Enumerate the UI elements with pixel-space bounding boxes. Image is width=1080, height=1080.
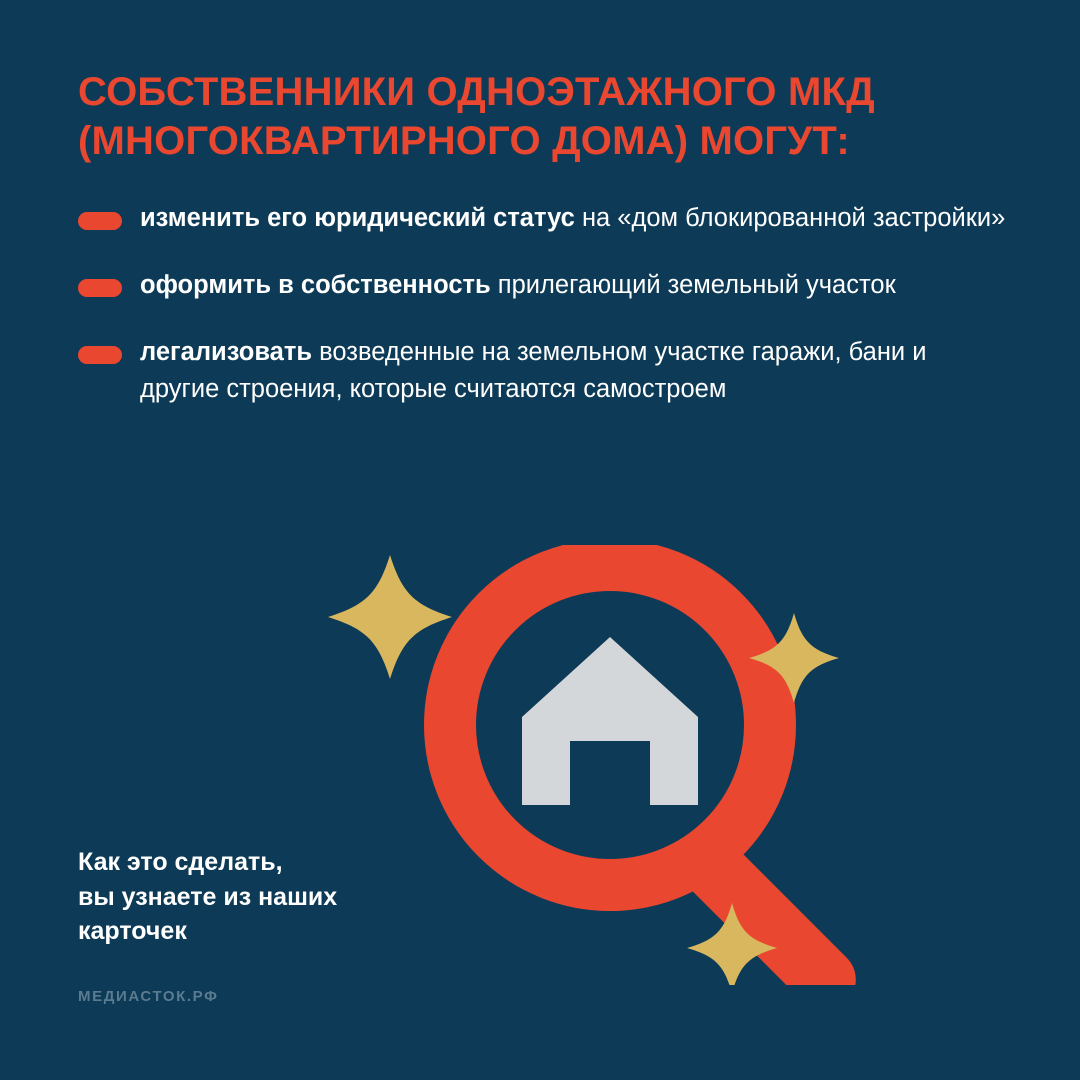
list-item-rest: возведенные на земельном участке гаражи, бани и другие строения, которые считаются самостроем — [140, 337, 927, 403]
list-item-highlight: изменить его юридический статус — [140, 204, 575, 232]
sparkle-icon — [328, 555, 452, 679]
dash-bullet-icon — [78, 212, 122, 230]
title-line-1: СОБСТВЕННИКИ ОДНОЭТАЖНОГО МКД — [78, 70, 875, 114]
house-icon — [522, 637, 698, 805]
list-item — [78, 334, 1008, 408]
footer-note — [78, 845, 478, 949]
dash-bullet-icon — [78, 346, 122, 364]
page-title — [78, 68, 1018, 166]
title-line-2: (МНОГОКВАРТИРНОГО ДОМА) МОГУТ: — [78, 118, 850, 163]
footer-note-line-3: карточек — [78, 917, 187, 945]
list-item — [78, 267, 1008, 304]
list-item — [78, 200, 1008, 237]
dash-bullet-icon — [78, 279, 122, 297]
footer-note-line-2: вы узнаете из наших — [78, 882, 338, 911]
list-item-rest: на «дом блокированной застройки» — [574, 204, 1006, 232]
list-item-highlight: легализовать — [140, 337, 313, 366]
bullet-list — [78, 200, 1008, 438]
list-item-text — [140, 200, 1008, 237]
footer-note-line-1: Как это сделать, — [78, 848, 283, 876]
list-item-rest: прилегающий земельный участок — [490, 270, 896, 299]
list-item-text — [140, 267, 1008, 304]
watermark: МЕДИАСТОК.РФ — [78, 988, 219, 1005]
list-item-text — [140, 334, 1008, 408]
list-item-highlight: оформить в собственность — [140, 270, 491, 299]
